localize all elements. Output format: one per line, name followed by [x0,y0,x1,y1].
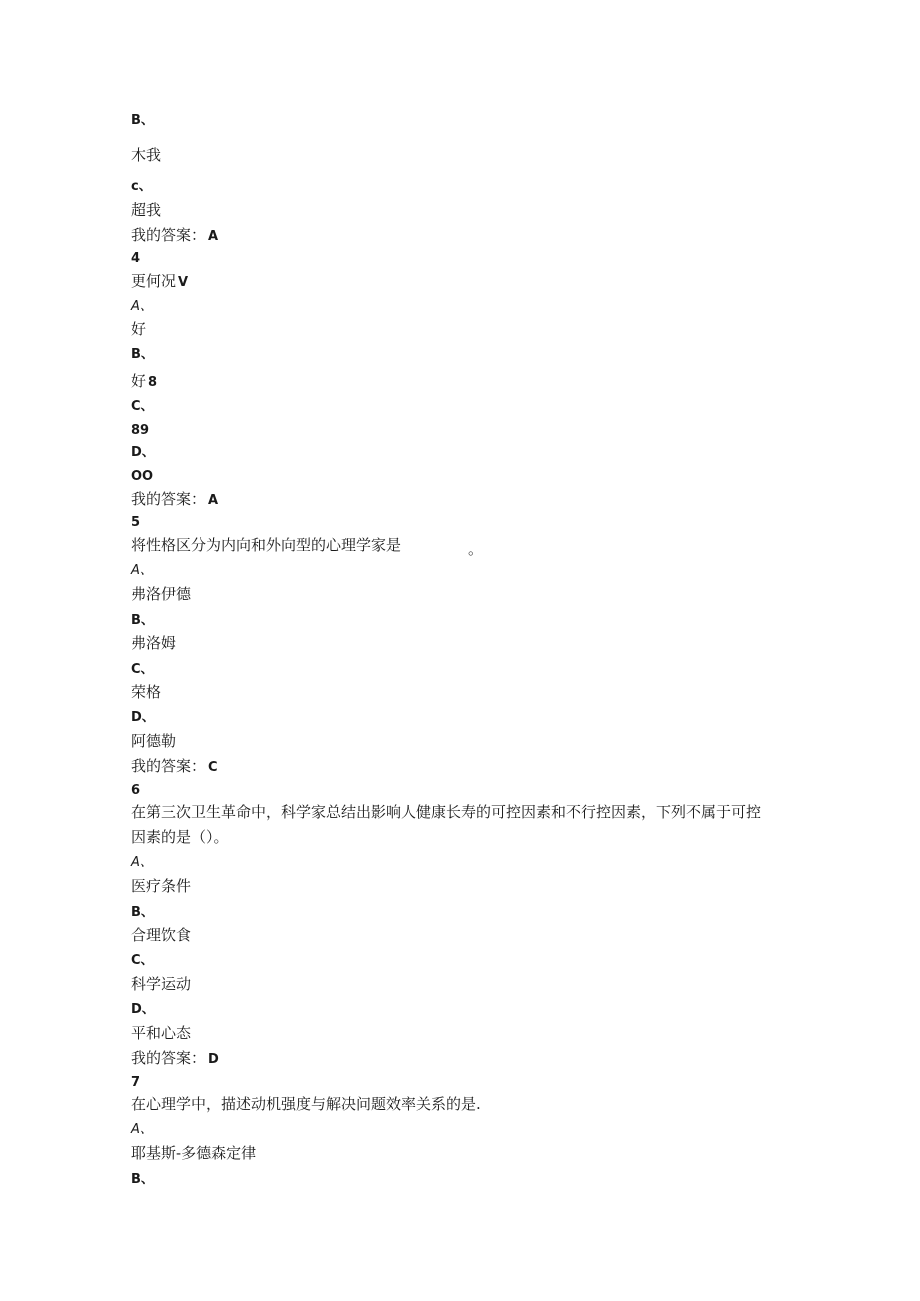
q3-answer [131,228,218,243]
q4-stem [131,274,188,289]
q5-option-b-text: 弗洛姆 [131,634,177,652]
q6-answer-prefix: 我的答案： [131,1049,207,1067]
q5-answer-value: C [208,760,218,775]
q5-option-a-label [131,564,153,577]
q6-answer [131,1051,219,1066]
q6-option-d-label: D、 [131,1002,155,1017]
q6-option-d-text: 平和心态 [131,1024,192,1042]
q6-option-a-label-text: A、 [131,855,153,870]
q5-stem-end: 。 [468,540,484,558]
q5-number: 5 [131,515,141,530]
q4-option-b-tail: 8 [148,375,158,390]
q5-option-a-label-text: A、 [131,563,153,578]
q4-stem-tail: V [178,275,189,290]
q4-option-a-label-text: A、 [131,299,153,314]
q5-answer [131,759,218,774]
q6-option-a-text: 医疗条件 [131,877,192,895]
q4-answer [131,492,218,507]
q6-option-a-label [131,856,153,869]
q5-option-c-label: C、 [131,662,154,677]
q6-option-b-text: 合理饮食 [131,926,192,944]
q4-answer-value: A [208,493,219,508]
q4-option-d-text: OO [131,469,154,484]
q7-option-b-label: B、 [131,1172,154,1187]
q7-option-a-label [131,1123,153,1136]
q5-option-d-text: 阿德勒 [131,732,177,750]
q3-option-c-text: 超我 [131,201,162,219]
q4-option-d-label: D、 [131,445,155,460]
q6-stem-line2: 因素的是（）。 [131,828,229,846]
q4-option-a-text: 好 [131,320,147,338]
q5-stem: 将性格区分为内向和外向型的心理学家是 [131,536,402,554]
q4-option-a-label [131,300,153,313]
q7-option-a-label-text: A、 [131,1122,153,1137]
q7-stem: 在心理学中，描述动机强度与解决问题效率关系的是. [131,1095,481,1113]
q3-answer-prefix: 我的答案： [131,226,207,244]
q5-option-d-label: D、 [131,710,155,725]
q4-option-b-text-main: 好 [131,372,147,390]
q4-stem-text: 更何况 [131,272,177,290]
q3-option-c-label: c、 [131,179,152,194]
q5-option-c-text: 荣格 [131,683,162,701]
q4-number: 4 [131,251,141,266]
q7-option-a-text: 耶基斯-多德森定律 [131,1144,257,1162]
q5-answer-prefix: 我的答案： [131,757,207,775]
q4-option-b-label: B、 [131,347,154,362]
q5-option-b-label: B、 [131,613,154,628]
q6-number: 6 [131,783,141,798]
q6-option-c-label: C、 [131,953,154,968]
q6-option-c-text: 科学运动 [131,975,192,993]
q3-option-b-label: B、 [131,113,154,128]
q4-option-c-text: 89 [131,423,150,438]
q6-stem-line1: 在第三次卫生革命中，科学家总结出影响人健康长寿的可控因素和不行控因素，下列不属于可控 [131,803,762,821]
q6-answer-value: D [208,1052,219,1067]
q6-option-b-label: B、 [131,905,154,920]
q4-option-b-text [131,374,157,389]
q3-option-b-text: 木我 [131,146,162,164]
q4-option-c-label: C、 [131,399,154,414]
q7-number: 7 [131,1075,141,1090]
q3-answer-value: A [208,229,219,244]
q5-option-a-text: 弗洛伊德 [131,585,192,603]
q4-answer-prefix: 我的答案： [131,490,207,508]
